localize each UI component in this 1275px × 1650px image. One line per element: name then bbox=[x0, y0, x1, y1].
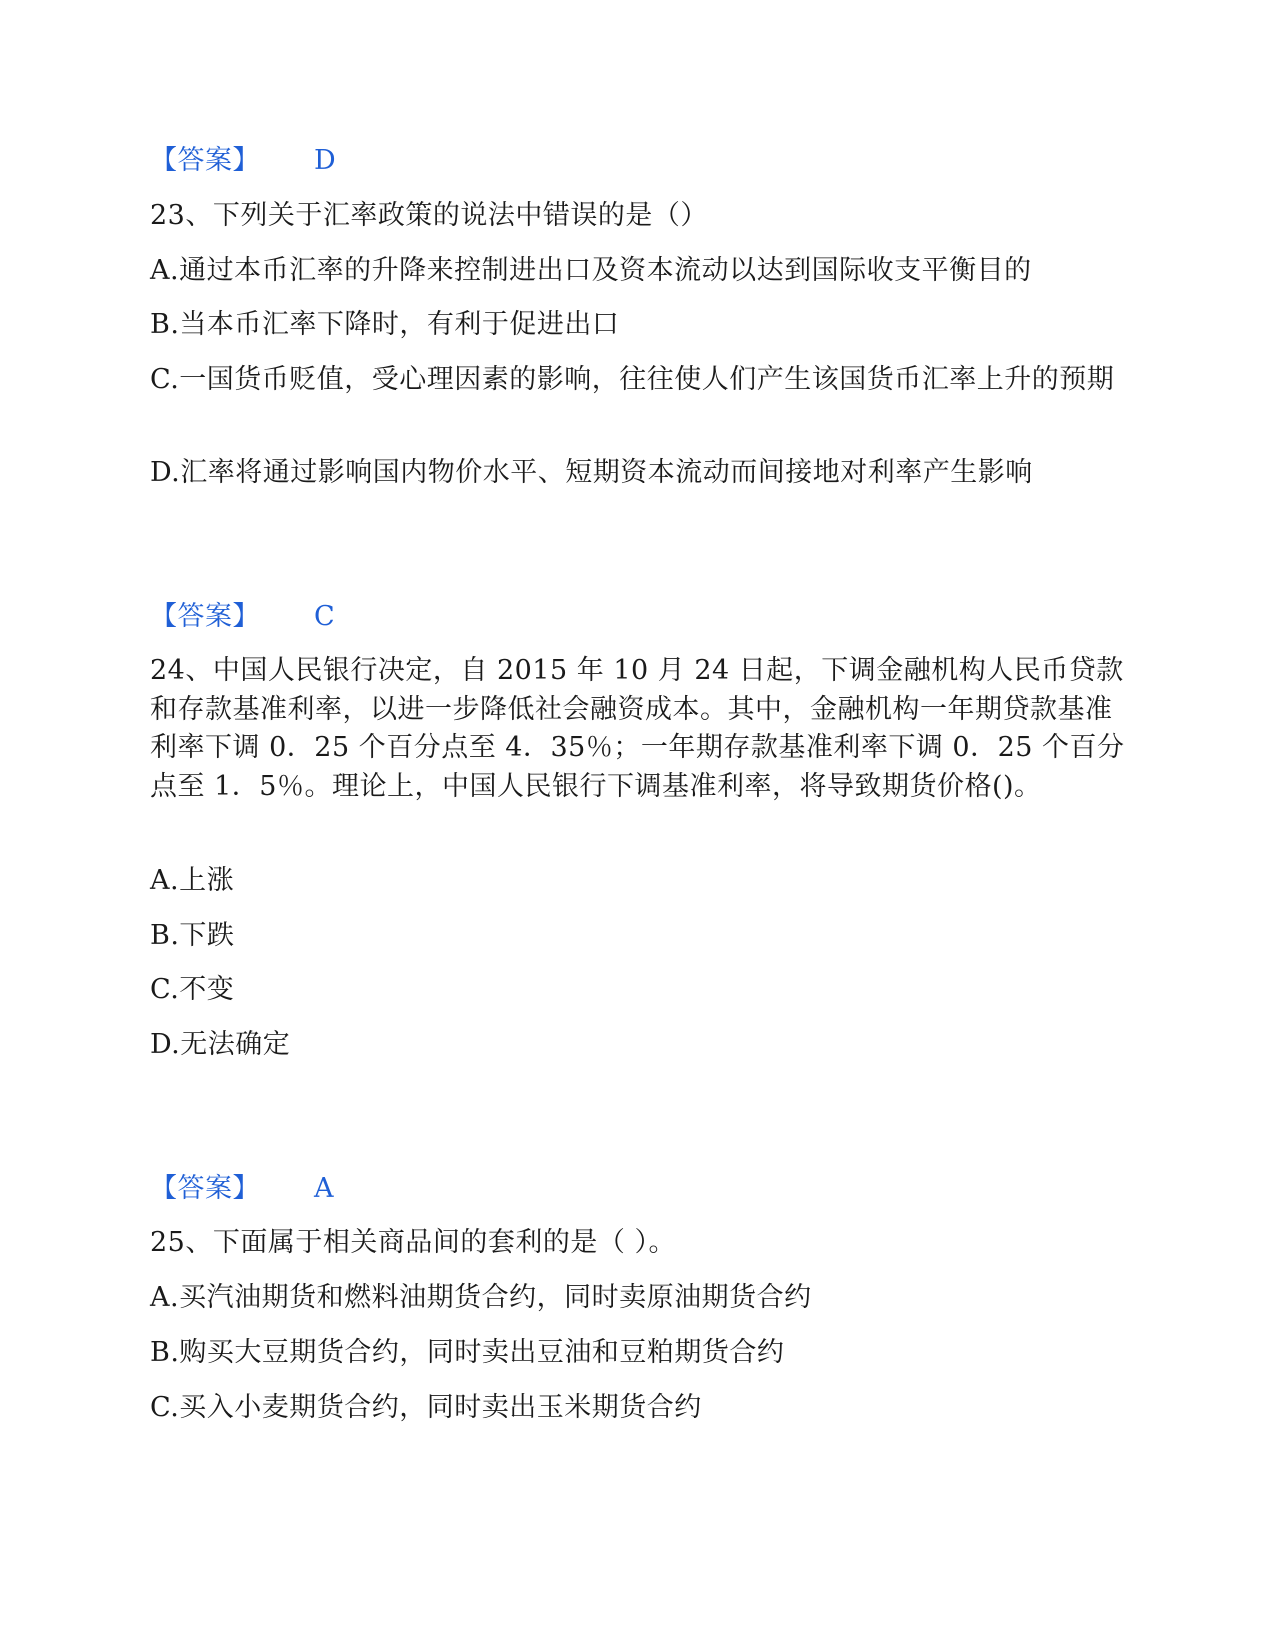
q24-option-c: C.不变 bbox=[150, 974, 235, 1005]
answer-line bbox=[150, 598, 1140, 636]
q24-option-d: D.无法确定 bbox=[150, 1029, 291, 1060]
q25-option-c: C.买入小麦期货合约，同时卖出玉米期货合约 bbox=[150, 1392, 702, 1423]
question-25-text: 25、下面属于相关商品间的套利的是（ ）。 bbox=[150, 1227, 676, 1258]
q23-option-b: B.当本币汇率下降时，有利于促进出口 bbox=[150, 309, 620, 340]
answer-label: 【答案】 bbox=[150, 1173, 260, 1204]
answer-value: C bbox=[314, 601, 336, 632]
answer-line bbox=[150, 142, 1140, 180]
question-24-text: 24、中国人民银行决定，自 2015 年 10 月 24 日起，下调金融机构人民币贷款和存款基准利率，以进一步降低社会融资成本。其中，金融机构一年期贷款基准利率下调 0．25 个百分点至 4．35％；一年期存款基准利率下调 0．25 个百分点至 1．5％。理论上，中国人民银行下调基准利率，将导致期货价格()。 bbox=[150, 655, 1125, 802]
question-23-text: 23、下列关于汇率政策的说法中错误的是（） bbox=[150, 200, 708, 231]
q25-option-b: B.购买大豆期货合约，同时卖出豆油和豆粕期货合约 bbox=[150, 1337, 785, 1368]
q24-option-b: B.下跌 bbox=[150, 920, 235, 951]
q25-option-a: A.买汽油期货和燃料油期货合约，同时卖原油期货合约 bbox=[150, 1282, 812, 1313]
q23-option-c: C.一国货币贬值，受心理因素的影响，往往使人们产生该国货币汇率上升的预期 bbox=[150, 364, 1115, 395]
q24-option-a: A.上涨 bbox=[150, 865, 235, 896]
answer-line bbox=[150, 1170, 1140, 1208]
answer-value: A bbox=[314, 1173, 334, 1204]
q23-option-a: A.通过本币汇率的升降来控制进出口及资本流动以达到国际收支平衡目的 bbox=[150, 255, 1032, 286]
answer-label: 【答案】 bbox=[150, 601, 260, 632]
answer-value: D bbox=[314, 145, 337, 176]
answer-label: 【答案】 bbox=[150, 145, 260, 176]
q23-option-d: D.汇率将通过影响国内物价水平、短期资本流动而间接地对利率产生影响 bbox=[150, 457, 1033, 488]
